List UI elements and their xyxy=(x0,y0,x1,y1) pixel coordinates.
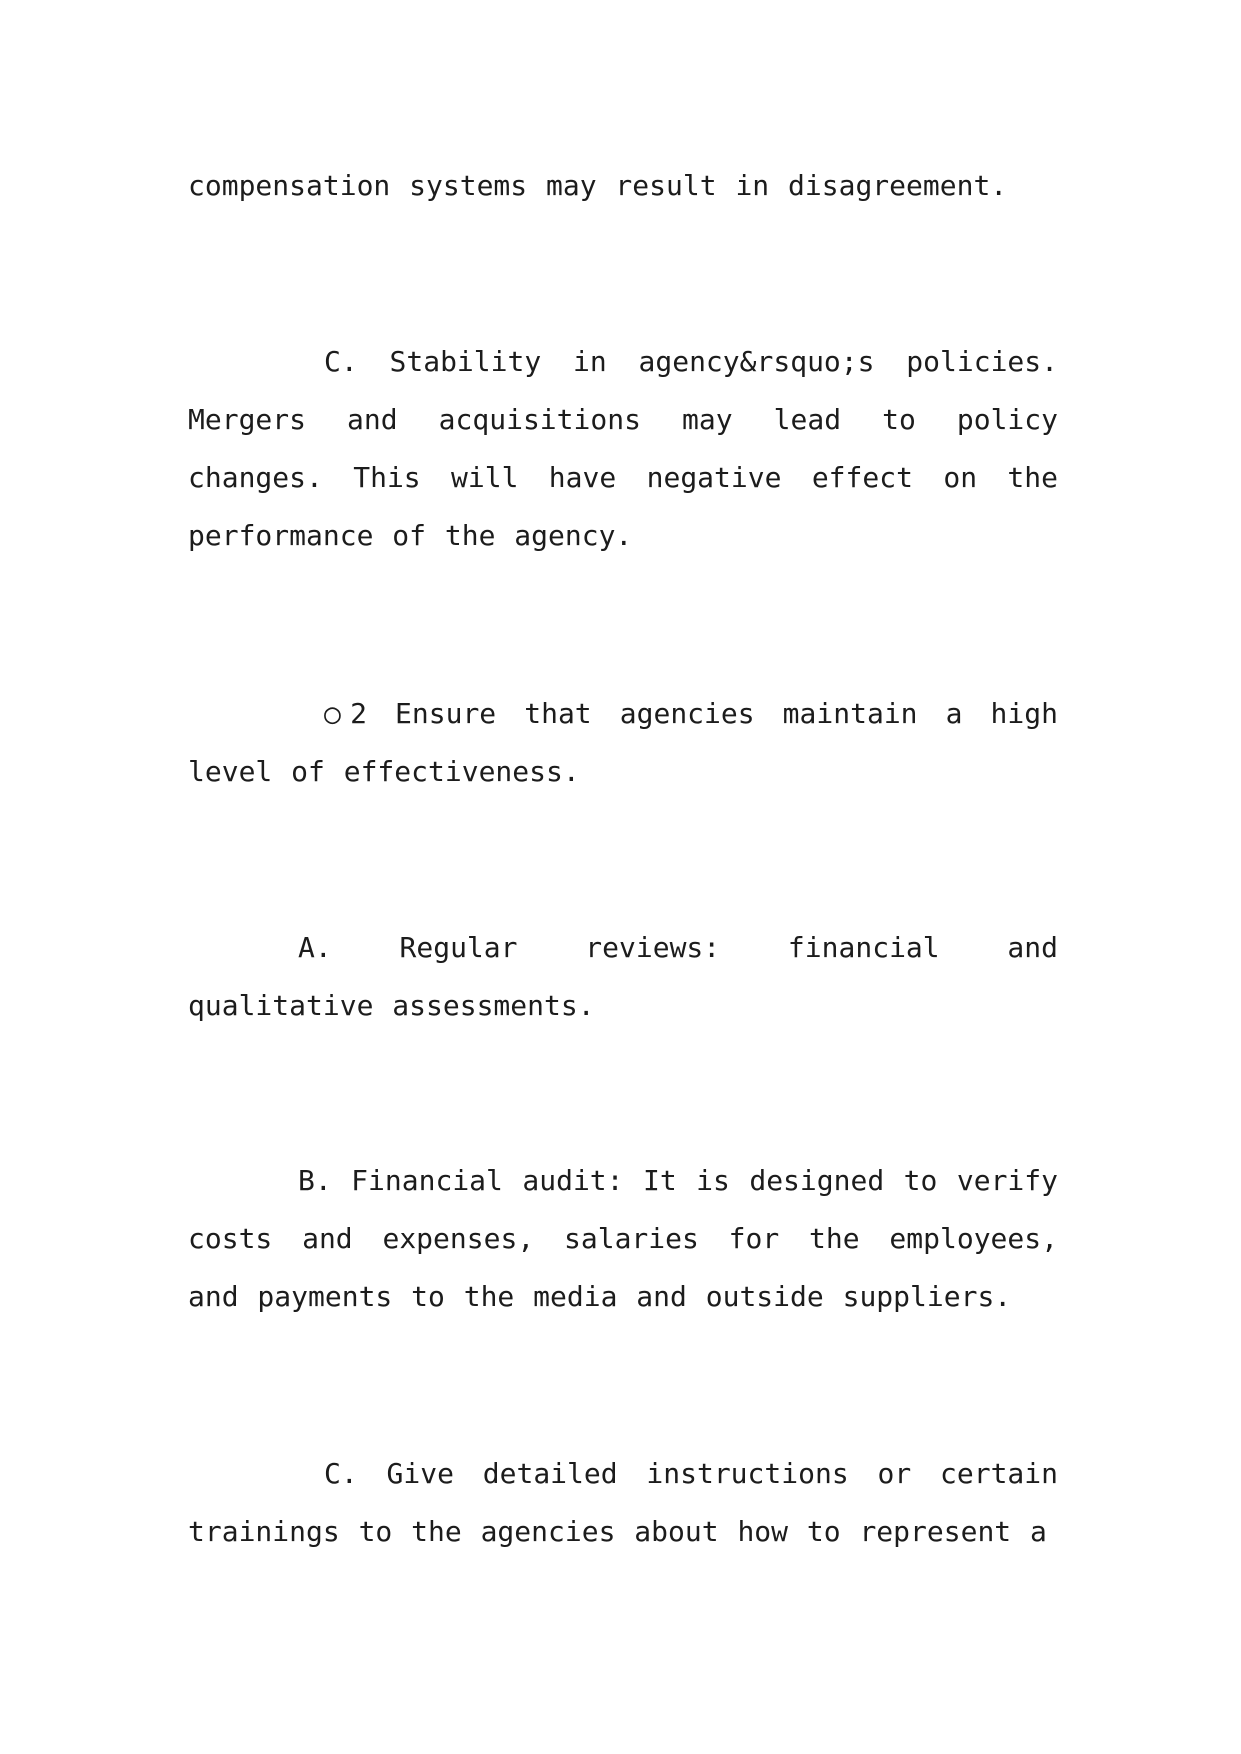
paragraph-stability-policies: C. Stability in agency&rsquo;s policies. Mergers and acquisitions may lead to policy changes. This will have negative effect on the performance of the agency. xyxy=(188,345,1058,552)
paragraph-compensation-systems: compensation systems may result in disagreement. xyxy=(188,169,1008,202)
paragraph-detailed-instructions: C. Give detailed instructions or certain trainings to the agencies about how to represent a xyxy=(188,1457,1058,1548)
paragraph-regular-reviews: A. Regular reviews: financial and qualitative assessments. xyxy=(188,931,1058,1022)
paragraph-ensure-effectiveness: ○2 Ensure that agencies maintain a high level of effectiveness. xyxy=(188,697,1058,788)
paragraph-financial-audit: B. Financial audit: It is designed to verify costs and expenses, salaries for the employees, and payments to the media and outside suppliers. xyxy=(188,1164,1058,1313)
